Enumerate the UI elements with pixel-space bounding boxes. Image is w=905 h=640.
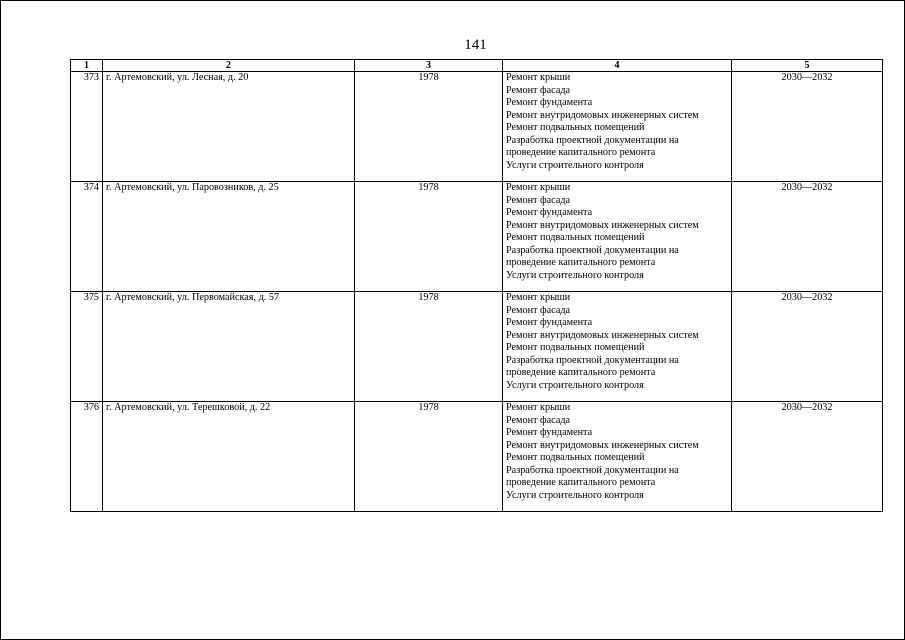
commissioning-year: 1978	[355, 72, 503, 182]
work-item: Ремонт фасада	[506, 84, 571, 96]
work-item: проведение капитального ремонта	[506, 477, 656, 488]
repair-works-list	[503, 182, 732, 292]
column-header-3: 3	[355, 60, 503, 72]
row-number: 373	[71, 72, 103, 182]
building-address: г. Артемовский, ул. Первомайская, д. 57	[103, 292, 355, 402]
work-item: Ремонт подвальных помещений	[506, 232, 645, 243]
work-item: Ремонт внутридомовых инженерных систем	[506, 109, 699, 121]
commissioning-year: 1978	[355, 182, 503, 292]
planned-period: 2030—2032	[732, 72, 883, 182]
row-number: 376	[71, 402, 103, 512]
work-item: проведение капитального ремонта	[506, 257, 656, 268]
repair-works-list	[503, 402, 732, 512]
work-item: Ремонт фасада	[506, 304, 571, 316]
work-item: Ремонт фасада	[506, 414, 571, 426]
commissioning-year: 1978	[355, 402, 503, 512]
planned-period: 2030—2032	[732, 182, 883, 292]
work-item: Услуги строительного контроля	[506, 379, 644, 391]
work-item: Разработка проектной документации на	[506, 354, 679, 366]
table-row	[71, 402, 883, 512]
building-address: г. Артемовский, ул. Терешковой, д. 22	[103, 402, 355, 512]
work-item: Ремонт внутридомовых инженерных систем	[506, 219, 699, 231]
work-item: Ремонт фундамента	[506, 207, 593, 218]
table-row	[71, 292, 883, 402]
column-header-5: 5	[732, 60, 883, 72]
row-number: 374	[71, 182, 103, 292]
work-item: Разработка проектной документации на	[506, 464, 679, 476]
work-item: Ремонт внутридомовых инженерных систем	[506, 329, 699, 341]
work-item: Ремонт фундамента	[506, 427, 593, 438]
work-item: Ремонт подвальных помещений	[506, 452, 645, 463]
work-item: Ремонт крыши	[506, 402, 571, 413]
work-item: Разработка проектной документации на	[506, 244, 679, 256]
table-row	[71, 182, 883, 292]
work-item: Ремонт крыши	[506, 72, 571, 83]
work-item: Ремонт фундамента	[506, 97, 593, 108]
table-row	[71, 72, 883, 182]
repair-works-list	[503, 292, 732, 402]
work-item: проведение капитального ремонта	[506, 147, 656, 158]
page-number: 141	[464, 37, 487, 53]
repair-works-list	[503, 72, 732, 182]
header-row	[71, 60, 883, 72]
work-item: Ремонт фундамента	[506, 317, 593, 328]
work-item: Ремонт крыши	[506, 292, 571, 303]
planned-period: 2030—2032	[732, 292, 883, 402]
work-item: Услуги строительного контроля	[506, 269, 644, 281]
repair-schedule-table	[70, 59, 883, 512]
work-item: Разработка проектной документации на	[506, 134, 679, 146]
work-item: Услуги строительного контроля	[506, 159, 644, 171]
work-item: Ремонт подвальных помещений	[506, 342, 645, 353]
work-item: Ремонт внутридомовых инженерных систем	[506, 439, 699, 451]
work-item: Услуги строительного контроля	[506, 489, 644, 501]
column-header-2: 2	[103, 60, 355, 72]
work-item: Ремонт крыши	[506, 182, 571, 193]
work-item: Ремонт фасада	[506, 194, 571, 206]
building-address: г. Артемовский, ул. Лесная, д. 20	[103, 72, 355, 182]
work-item: проведение капитального ремонта	[506, 367, 656, 378]
work-item: Ремонт подвальных помещений	[506, 122, 645, 133]
row-number: 375	[71, 292, 103, 402]
building-address: г. Артемовский, ул. Паровозников, д. 25	[103, 182, 355, 292]
column-header-1: 1	[71, 60, 103, 72]
planned-period: 2030—2032	[732, 402, 883, 512]
commissioning-year: 1978	[355, 292, 503, 402]
column-header-4: 4	[503, 60, 732, 72]
